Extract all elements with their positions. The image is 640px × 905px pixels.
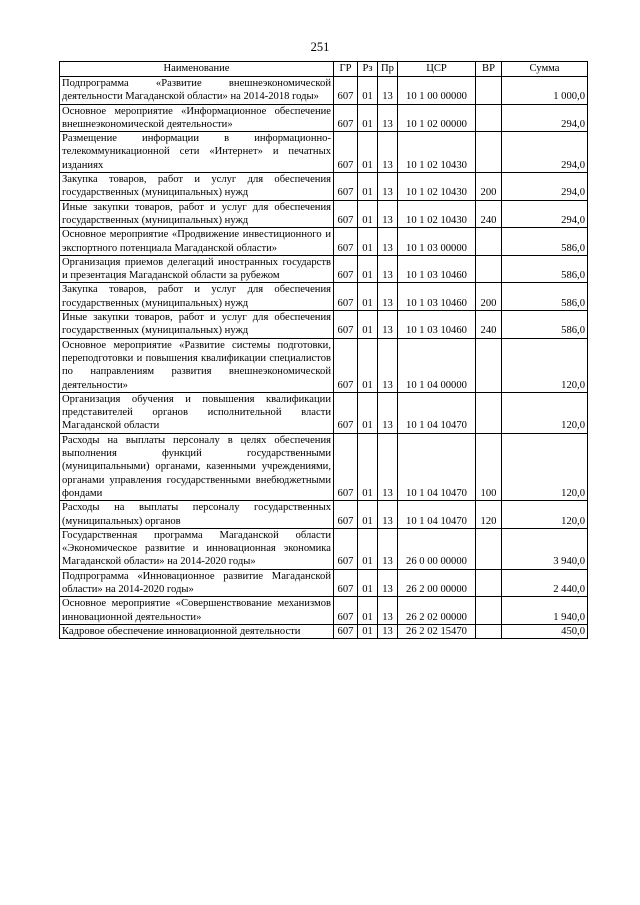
row-pr: 13 xyxy=(378,132,398,173)
row-name: Расходы на выплаты персоналу в целях обеспечения выполнения функций государственными (муниципальными) органами, казенными учреждениями, органами управления государственными внебюджетными фондами xyxy=(60,433,334,500)
row-vr: 240 xyxy=(476,200,502,228)
row-gr: 607 xyxy=(334,283,358,311)
row-rz: 01 xyxy=(358,392,378,433)
row-sum: 294,0 xyxy=(502,173,588,201)
row-rz: 01 xyxy=(358,501,378,529)
row-csr: 26 2 00 00000 xyxy=(398,569,476,597)
row-vr xyxy=(476,338,502,392)
row-gr: 607 xyxy=(334,392,358,433)
row-pr: 13 xyxy=(378,624,398,638)
table-row xyxy=(60,338,588,392)
row-sum: 586,0 xyxy=(502,255,588,283)
row-vr xyxy=(476,624,502,638)
row-name: Кадровое обеспечение инновационной деятельности xyxy=(60,624,334,638)
row-sum: 120,0 xyxy=(502,392,588,433)
row-csr: 10 1 00 00000 xyxy=(398,77,476,105)
row-name: Организация обучения и повышения квалификации представителей органов исполнительной власти Магаданской области xyxy=(60,392,334,433)
row-sum: 120,0 xyxy=(502,433,588,500)
row-sum: 586,0 xyxy=(502,311,588,339)
row-gr: 607 xyxy=(334,433,358,500)
header-row xyxy=(60,62,588,77)
budget-table xyxy=(59,61,588,639)
table-row xyxy=(60,624,588,638)
row-gr: 607 xyxy=(334,338,358,392)
row-rz: 01 xyxy=(358,77,378,105)
row-sum: 120,0 xyxy=(502,501,588,529)
row-pr: 13 xyxy=(378,392,398,433)
row-gr: 607 xyxy=(334,77,358,105)
table-row xyxy=(60,501,588,529)
header-sum: Сумма xyxy=(502,62,588,77)
header-csr: ЦСР xyxy=(398,62,476,77)
header-rz: Рз xyxy=(358,62,378,77)
row-gr: 607 xyxy=(334,228,358,256)
row-vr: 100 xyxy=(476,433,502,500)
row-rz: 01 xyxy=(358,200,378,228)
row-name: Организация приемов делегаций иностранных государств и презентация Магаданской области за рубежом xyxy=(60,255,334,283)
row-pr: 13 xyxy=(378,77,398,105)
row-rz: 01 xyxy=(358,624,378,638)
row-name: Основное мероприятие «Развитие системы подготовки, переподготовки и повышения квалификации специалистов по направлениям развития внешнеэкономической деятельности» xyxy=(60,338,334,392)
row-name: Основное мероприятие «Продвижение инвестиционного и экспортного потенциала Магаданской области» xyxy=(60,228,334,256)
row-sum: 3 940,0 xyxy=(502,528,588,569)
header-pr: Пр xyxy=(378,62,398,77)
table-row xyxy=(60,228,588,256)
row-rz: 01 xyxy=(358,569,378,597)
row-pr: 13 xyxy=(378,569,398,597)
row-rz: 01 xyxy=(358,173,378,201)
row-rz: 01 xyxy=(358,283,378,311)
row-gr: 607 xyxy=(334,173,358,201)
row-name: Подпрограмма «Развитие внешнеэкономической деятельности Магаданской области» на 2014-2018 годы» xyxy=(60,77,334,105)
row-gr: 607 xyxy=(334,597,358,625)
row-gr: 607 xyxy=(334,200,358,228)
row-csr: 26 2 02 00000 xyxy=(398,597,476,625)
row-vr: 200 xyxy=(476,173,502,201)
row-csr: 10 1 04 10470 xyxy=(398,501,476,529)
row-vr xyxy=(476,228,502,256)
row-name: Подпрограмма «Инновационное развитие Магаданской области» на 2014-2020 годы» xyxy=(60,569,334,597)
row-rz: 01 xyxy=(358,528,378,569)
row-vr: 240 xyxy=(476,311,502,339)
table-row xyxy=(60,132,588,173)
row-pr: 13 xyxy=(378,283,398,311)
row-csr: 10 1 03 10460 xyxy=(398,283,476,311)
row-pr: 13 xyxy=(378,597,398,625)
table-row xyxy=(60,77,588,105)
row-vr xyxy=(476,569,502,597)
row-vr xyxy=(476,392,502,433)
row-gr: 607 xyxy=(334,501,358,529)
row-rz: 01 xyxy=(358,433,378,500)
row-gr: 607 xyxy=(334,255,358,283)
page-number: 251 xyxy=(310,40,330,54)
row-csr: 10 1 02 00000 xyxy=(398,104,476,132)
row-csr: 10 1 03 10460 xyxy=(398,311,476,339)
row-csr: 10 1 02 10430 xyxy=(398,132,476,173)
row-name: Закупка товаров, работ и услуг для обеспечения государственных (муниципальных) нужд xyxy=(60,173,334,201)
row-csr: 10 1 02 10430 xyxy=(398,200,476,228)
header-vr: ВР xyxy=(476,62,502,77)
row-csr: 26 0 00 00000 xyxy=(398,528,476,569)
table-row xyxy=(60,173,588,201)
row-csr: 10 1 02 10430 xyxy=(398,173,476,201)
row-name: Иные закупки товаров, работ и услуг для обеспечения государственных (муниципальных) нужд xyxy=(60,311,334,339)
row-pr: 13 xyxy=(378,173,398,201)
row-sum: 294,0 xyxy=(502,132,588,173)
row-vr xyxy=(476,528,502,569)
row-rz: 01 xyxy=(358,338,378,392)
row-pr: 13 xyxy=(378,528,398,569)
row-vr xyxy=(476,77,502,105)
row-gr: 607 xyxy=(334,528,358,569)
row-csr: 10 1 04 00000 xyxy=(398,338,476,392)
row-vr xyxy=(476,597,502,625)
row-sum: 586,0 xyxy=(502,228,588,256)
row-csr: 10 1 04 10470 xyxy=(398,392,476,433)
row-rz: 01 xyxy=(358,311,378,339)
table-row xyxy=(60,311,588,339)
table-row xyxy=(60,200,588,228)
row-gr: 607 xyxy=(334,624,358,638)
row-pr: 13 xyxy=(378,501,398,529)
row-sum: 2 440,0 xyxy=(502,569,588,597)
row-gr: 607 xyxy=(334,104,358,132)
row-name: Закупка товаров, работ и услуг для обеспечения государственных (муниципальных) нужд xyxy=(60,283,334,311)
row-name: Государственная программа Магаданской области «Экономическое развитие и инновационная экономика Магаданской области» на 2014-2020 годы» xyxy=(60,528,334,569)
row-csr: 10 1 04 10470 xyxy=(398,433,476,500)
table-row xyxy=(60,528,588,569)
row-sum: 294,0 xyxy=(502,104,588,132)
row-sum: 120,0 xyxy=(502,338,588,392)
row-pr: 13 xyxy=(378,311,398,339)
row-vr xyxy=(476,104,502,132)
row-pr: 13 xyxy=(378,228,398,256)
table-row xyxy=(60,392,588,433)
row-name: Основное мероприятие «Информационное обеспечение внешнеэкономической деятельности» xyxy=(60,104,334,132)
row-gr: 607 xyxy=(334,569,358,597)
row-pr: 13 xyxy=(378,104,398,132)
row-vr xyxy=(476,255,502,283)
row-name: Размещение информации в информационно-телекоммуникационной сети «Интернет» и печатных изданиях xyxy=(60,132,334,173)
row-csr: 26 2 02 15470 xyxy=(398,624,476,638)
row-sum: 586,0 xyxy=(502,283,588,311)
row-vr xyxy=(476,132,502,173)
row-pr: 13 xyxy=(378,200,398,228)
table-row xyxy=(60,255,588,283)
row-rz: 01 xyxy=(358,132,378,173)
table-row xyxy=(60,283,588,311)
table-row xyxy=(60,433,588,500)
table-row xyxy=(60,597,588,625)
row-rz: 01 xyxy=(358,255,378,283)
row-sum: 450,0 xyxy=(502,624,588,638)
header-gr: ГР xyxy=(334,62,358,77)
row-sum: 1 000,0 xyxy=(502,77,588,105)
row-name: Основное мероприятие «Совершенствование механизмов инновационной деятельности» xyxy=(60,597,334,625)
row-vr: 120 xyxy=(476,501,502,529)
row-rz: 01 xyxy=(358,104,378,132)
row-name: Расходы на выплаты персоналу государственных (муниципальных) органов xyxy=(60,501,334,529)
row-pr: 13 xyxy=(378,255,398,283)
row-pr: 13 xyxy=(378,338,398,392)
row-vr: 200 xyxy=(476,283,502,311)
row-sum: 1 940,0 xyxy=(502,597,588,625)
row-gr: 607 xyxy=(334,311,358,339)
row-rz: 01 xyxy=(358,597,378,625)
row-pr: 13 xyxy=(378,433,398,500)
table-row xyxy=(60,569,588,597)
row-name: Иные закупки товаров, работ и услуг для обеспечения государственных (муниципальных) нужд xyxy=(60,200,334,228)
row-rz: 01 xyxy=(358,228,378,256)
row-csr: 10 1 03 10460 xyxy=(398,255,476,283)
row-csr: 10 1 03 00000 xyxy=(398,228,476,256)
row-sum: 294,0 xyxy=(502,200,588,228)
table-row xyxy=(60,104,588,132)
row-gr: 607 xyxy=(334,132,358,173)
header-name: Наименование xyxy=(60,62,334,77)
